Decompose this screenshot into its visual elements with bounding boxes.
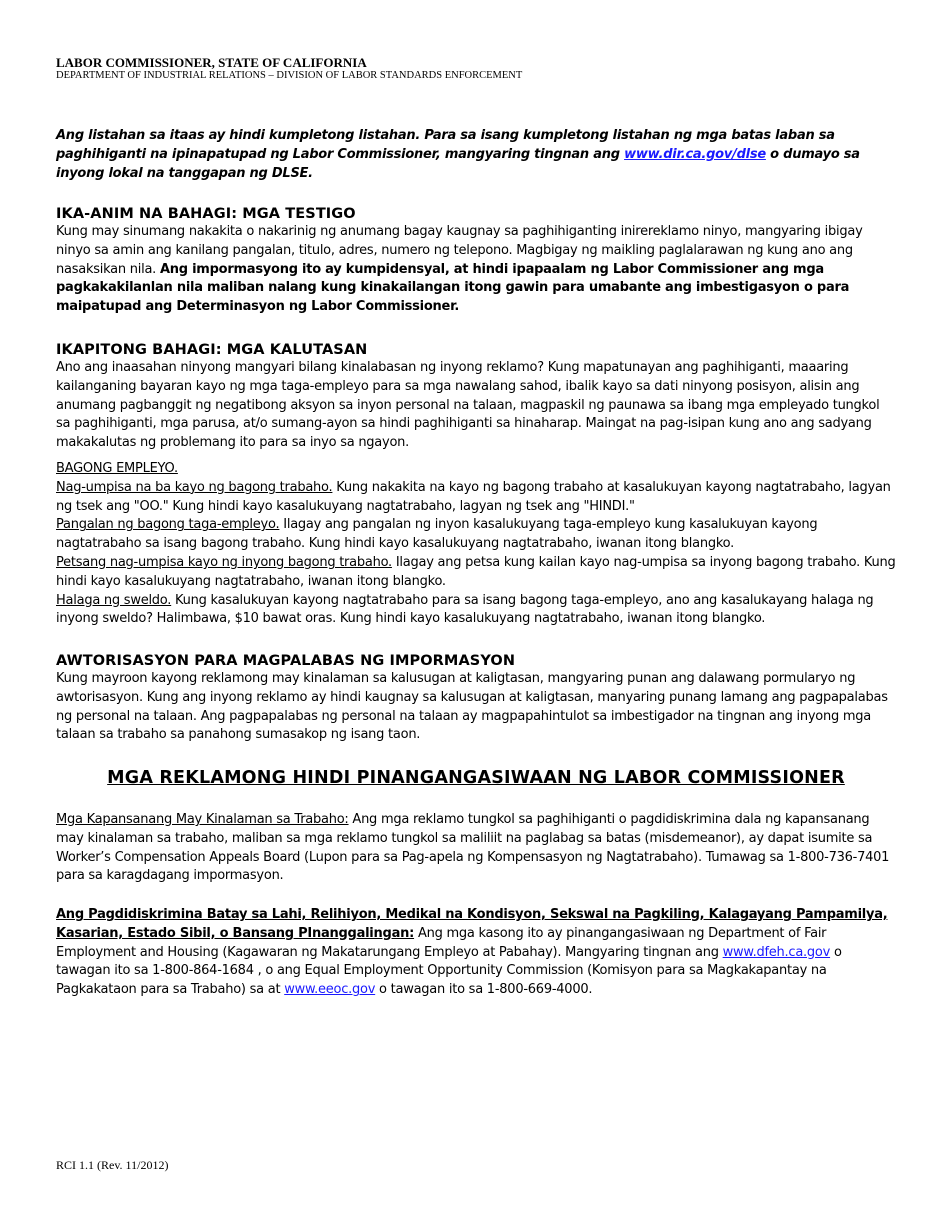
item-text: Kung kasalukuyan kayong nagtatrabaho para sa isang bagong taga-empleyo, ano ang kasalukayang halaga ng inyong sweldo? Halimbawa, $10 bawat oras. Kung hindi kayo kasalukuyang nagtatrabaho, iwanan itong blangko. <box>56 592 874 627</box>
part7-title: IKAPITONG BAHAGI: MGA KALUTASAN <box>56 342 368 358</box>
document-header <box>56 56 896 82</box>
new-employment-item <box>56 479 896 517</box>
new-employment-item <box>56 592 896 630</box>
discrimination-text-3: o tawagan ito sa 1-800-669-4000. <box>375 982 593 998</box>
eeoc-link[interactable]: www.eeoc.gov <box>284 982 376 998</box>
new-employment-title: BAGONG EMPLEYO. <box>56 461 178 476</box>
part7-section <box>56 341 896 453</box>
not-handled-title: MGA REKLAMONG HINDI PINANGANGASIWAAN NG LABOR COMMISSIONER <box>107 768 845 788</box>
work-related-section <box>56 811 896 886</box>
item-label: Petsang nag-umpisa kayo ng inyong bagong trabaho. <box>56 554 392 570</box>
item-label: Pangalan ng bagong taga-empleyo. <box>56 517 280 533</box>
dfeh-link[interactable]: www.dfeh.ca.gov <box>722 944 831 960</box>
dlse-link[interactable]: www.dir.ca.gov/dlse <box>624 146 766 162</box>
item-label: Halaga ng sweldo. <box>56 592 172 608</box>
item-text: Ilagay ang pangalan ng inyon kasalukuyang taga-empleyo kung kasalukuyan kayong nagtatrabaho sa isang bagong trabaho. Kung hindi kayo kasalukuyang nagtatrabaho, iwanan itong blangko. <box>56 517 818 552</box>
work-related-text: Ang mga reklamo tungkol sa paghihiganti o pagdidiskrimina dala ng kapansanang may kinalaman sa trabaho, maliban sa mga reklamo tungkol sa maliliit na paglabag sa batas (misdemeanor), ay dapat isumite sa Worker’s Compensation Appeals Board (Lupon para sa Pag-apela ng Kompensasyon ng Nagtatrabaho). Tumawag sa 1-800-736-7401 para sa karagdagang impormasyon. <box>56 812 890 884</box>
part7-body: Ano ang inaasahan ninyong mangyari bilang kinalabasan ng inyong reklamo? Kung mapatunayan ang paghihiganti, maaaring kailanganing bayaran kayo ng mga taga-empleyo para sa mga nawalang sahod, ibalik kayo sa dati ninyong posisyon, alisin ang anumang pagbanggit ng negatibong aksyon sa inyon personal na talaan, magpaskil ng paunawa sa ibang mga empleyado tungkol sa paghihiganti, mga parusa, at/o sumang-ayon sa hindi paghihiganti sa hinaharap. Maingat na pag-isipan kung ano ang sadyang makakalutas ng problemang ito para sa inyo sa ngayon. <box>56 360 880 451</box>
discrimination-text-2: o tawagan ito sa 1-800-864-1684 , o ang Equal Employment Opportunity Commission (Komisyon para sa Magkakapantay na Pagkakataon para sa Trabaho) sa at <box>56 944 842 998</box>
new-employment-section <box>56 460 896 629</box>
work-related-label: Mga Kapansanang May Kinalaman sa Trabaho: <box>56 812 349 827</box>
part6-text: Kung may sinumang nakakita o nakarinig ng anumang bagay kaugnay sa paghihiganting inirereklamo ninyo, mangyaring ibigay ninyo sa amin ang kanilang pangalan, titulo, adres, numero ng telepono. Magbigay ng maikling paglalarawan ng kung ano ang nasaksikan nila. <box>56 224 863 277</box>
part6-bold-text: Ang impormasyong ito ay kumpidensyal, at hindi ipapaalam ng Labor Commissioner ang mga pagkakakilanlan nila maliban nalang kung kinakailangan itong gawin para umabante ang imbestigasyon o para maipatupad ang Determinasyon ng Labor Commissioner. <box>56 261 850 315</box>
item-label: Nag-umpisa na ba kayo ng bagong trabaho. <box>56 479 333 495</box>
new-employment-item <box>56 516 896 554</box>
item-text: Ilagay ang petsa kung kailan kayo nag-umpisa sa inyong bagong trabaho. Kung hindi kayo kasalukuyang nagtatrabaho, iwanan itong blangko. <box>56 554 896 589</box>
part6-body <box>56 223 896 317</box>
form-revision: RCI 1.1 (Rev. 11/2012) <box>56 1158 169 1172</box>
discrimination-label: Ang Pagdidiskrimina Batay sa Lahi, Relihiyon, Medikal na Kondisyon, Sekswal na Pagkiling, Kalagayang Pampamilya, Kasarian, Estado Sibil, o Bansang PInanggalingan: <box>56 907 888 941</box>
intro-text: Ang listahan sa itaas ay hindi kumpletong listahan. Para sa isang kumpletong listahan ng mga batas laban sa paghihiganti na ipinapatupad ng Labor Commissioner, mangyaring tingnan ang <box>56 128 835 162</box>
intro-text-end: o dumayo sa inyong lokal na tanggapan ng DLSE. <box>56 146 860 181</box>
intro-paragraph <box>56 127 896 183</box>
discrimination-section <box>56 906 896 1000</box>
header-org: LABOR COMMISSIONER, STATE OF CALIFORNIA <box>56 55 367 70</box>
discrimination-paragraph <box>56 906 896 1000</box>
authorization-section <box>56 652 896 745</box>
authorization-body: Kung mayroon kayong reklamong may kinalaman sa kalusugan at kaligtasan, mangyaring punan ang dalawang pormularyo ng awtorisasyon. Kung ang inyong reklamo ay hindi kaugnay sa kalusugan at kaligtasan, manyaring punang lamang ang pagpapalabas ng personal na talaan. Ang pagpapalabas ng personal na talaan ay magpapahintulot sa imbestigador na tingnan ang inyong mga talaan sa trabaho sa panahong sumasakop ng isang taon. <box>56 671 888 743</box>
part6-section <box>56 205 896 317</box>
authorization-title: AWTORISASYON PARA MAGPALABAS NG IMPORMASYON <box>56 653 516 669</box>
new-employment-item <box>56 554 896 592</box>
item-text: Kung nakakita na kayo ng bagong trabaho at kasalukuyan kayong nagtatrabaho, lagyan ng tsek ang "OO." Kung hindi kayo kasalukuyang nagtatrabaho, lagyan ng tsek ang "HINDI." <box>56 479 891 514</box>
work-related-paragraph <box>56 811 896 886</box>
header-dept: DEPARTMENT OF INDUSTRIAL RELATIONS – DIVISION OF LABOR STANDARDS ENFORCEMENT <box>56 70 523 81</box>
discrimination-text: Ang mga kasong ito ay pinangangasiwaan ng Department of Fair Employment and Housing (Kagawaran ng Makatarungang Empleyo at Pabahay). Mangyaring tingnan ang <box>56 925 827 960</box>
part6-title: IKA-ANIM NA BAHAGI: MGA TESTIGO <box>56 206 356 222</box>
